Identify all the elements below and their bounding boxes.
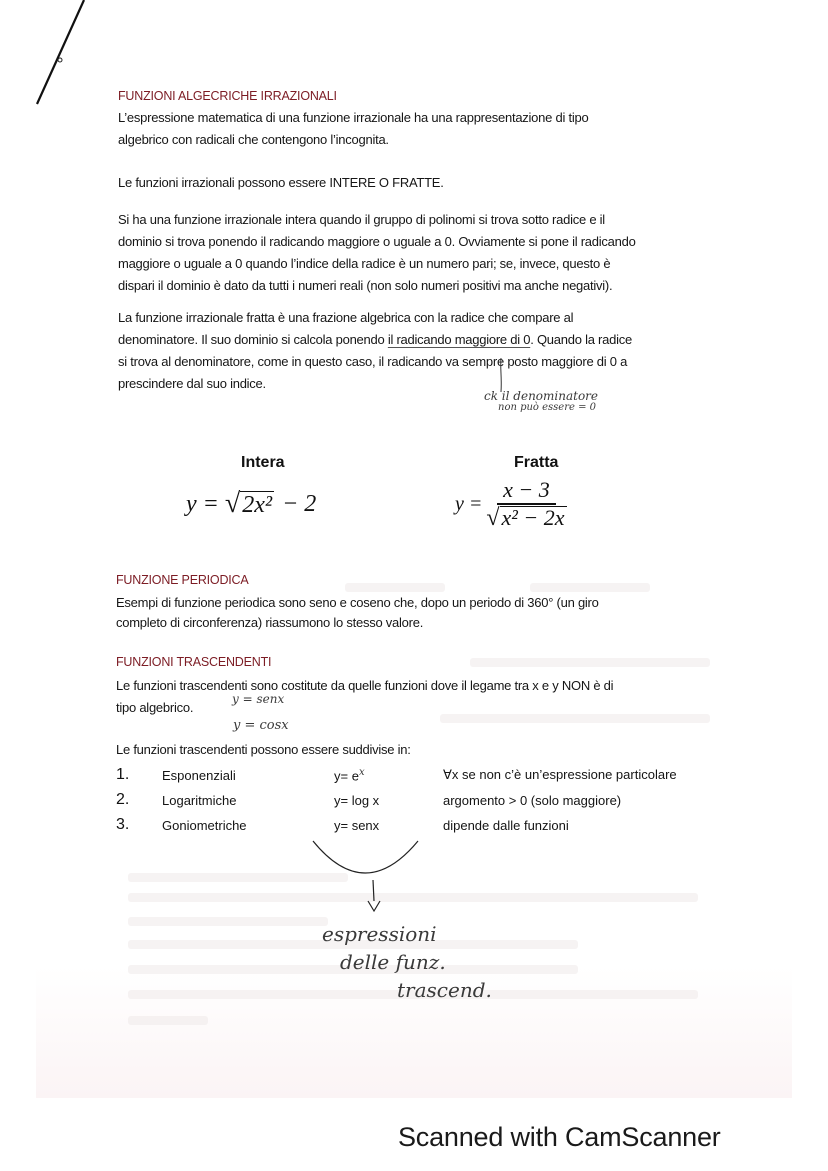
- intera-title: Intera: [241, 454, 285, 471]
- bleed-through-text: [128, 917, 328, 926]
- periodica-paragraph: [116, 593, 599, 633]
- camscanner-watermark: Scanned with CamScanner: [398, 1122, 721, 1152]
- fratta-title: Fratta: [514, 454, 559, 471]
- trascendenti-paragraph: [116, 675, 613, 719]
- section-heading-periodica: FUNZIONE PERIODICA: [116, 573, 249, 587]
- handwritten-note: ck il denominatore non può essere = 0: [484, 389, 599, 413]
- intera-line: Si ha una funzione irrazionale intera quando il gruppo di polinomi si trova sotto radice e il: [118, 212, 605, 227]
- bleed-through-text: [530, 583, 650, 592]
- trascendenti-line: tipo algebrico.: [116, 700, 194, 715]
- handwritten-brace-arrow-icon: [305, 835, 430, 915]
- handwritten-conclusion: espressioni delle funz. trascend.: [322, 922, 492, 1002]
- intera-line: maggiore o uguale a 0 quando l’indice della radice è un numero pari; se, invece, questo è: [118, 256, 611, 271]
- intera-line: dispari il dominio è dato da tutti i numeri reali (non solo numeri positivi ma anche negativi).: [118, 278, 613, 293]
- trascendenti-line: Le funzioni trascendenti sono costitute da quelle funzioni dove il legame tra x e y NON è di: [116, 678, 614, 693]
- bleed-through-text: [470, 658, 710, 667]
- section-heading-irrazionali: FUNZIONI ALGECRICHE IRRAZIONALI: [118, 89, 337, 103]
- bleed-through-text: [345, 583, 445, 592]
- intera-paragraph: [118, 209, 636, 297]
- fraction: $\frac{x - 3}{\text{√x² − 2x}}$: [486, 477, 565, 531]
- fratta-line: La funzione irrazionale fratta è una frazione algebrica con la radice che compare al: [118, 310, 574, 325]
- handwritten-example-sen: y = senx: [232, 692, 285, 706]
- underlined-phrase: il radicando maggiore di 0: [387, 332, 531, 347]
- sqrt-symbol: √: [224, 488, 241, 519]
- handwritten-example-cos: y = cosx: [233, 718, 289, 733]
- sqrt-symbol: √: [486, 505, 500, 531]
- fratta-formula: y = $\frac{x - 3}{\text{√x² − 2x}}$: [455, 477, 565, 531]
- intera-line: dominio si trova ponendo il radicando maggiore o uguale a 0. Ovviamente si pone il radicando: [118, 234, 636, 249]
- list-item-goniometriche: 3. Goniometriche y= senx dipende dalle funzioni: [116, 816, 569, 833]
- list-item-esponenziali: 1. Esponenziali $y= e^x$ ∀x se non c’è un’espressione particolare: [116, 766, 677, 784]
- bleed-through-text: [128, 1016, 208, 1025]
- intro-paragraph: [118, 107, 588, 151]
- page-edge-mark: [0, 0, 100, 110]
- list-item-logaritmiche: 2. Logaritmiche y= log x argomento > 0 (solo maggiore): [116, 791, 622, 808]
- intro-line: L’espressione matematica di una funzione irrazionale ha una rappresentazione di tipo: [118, 110, 589, 125]
- fratta-line: si trova al denominatore, come in questo caso, il radicando va sempre posto maggiore di 0 a: [118, 354, 628, 369]
- intera-formula: y = √ 2x² − 2: [186, 488, 317, 519]
- fratta-line: denominatore. Il suo dominio si calcola ponendo il radicando maggiore di 0. Quando la radice: [118, 332, 632, 347]
- fratta-paragraph: [118, 307, 632, 395]
- intro-line: algebrico con radicali che contengono l’incognita.: [118, 132, 389, 147]
- types-line: Le funzioni irrazionali possono essere INTERE O FRATTE.: [118, 175, 444, 190]
- subdivision-line: Le funzioni trascendenti possono essere suddivise in:: [116, 742, 411, 757]
- periodica-line: Esempi di funzione periodica sono seno e coseno che, dopo un periodo di 360° (un giro: [116, 595, 599, 610]
- section-heading-trascendenti: FUNZIONI TRASCENDENTI: [116, 655, 272, 669]
- fratta-line: prescindere dal suo indice.: [118, 376, 266, 391]
- periodica-line: completo di circonferenza) riassumono lo stesso valore.: [116, 615, 424, 630]
